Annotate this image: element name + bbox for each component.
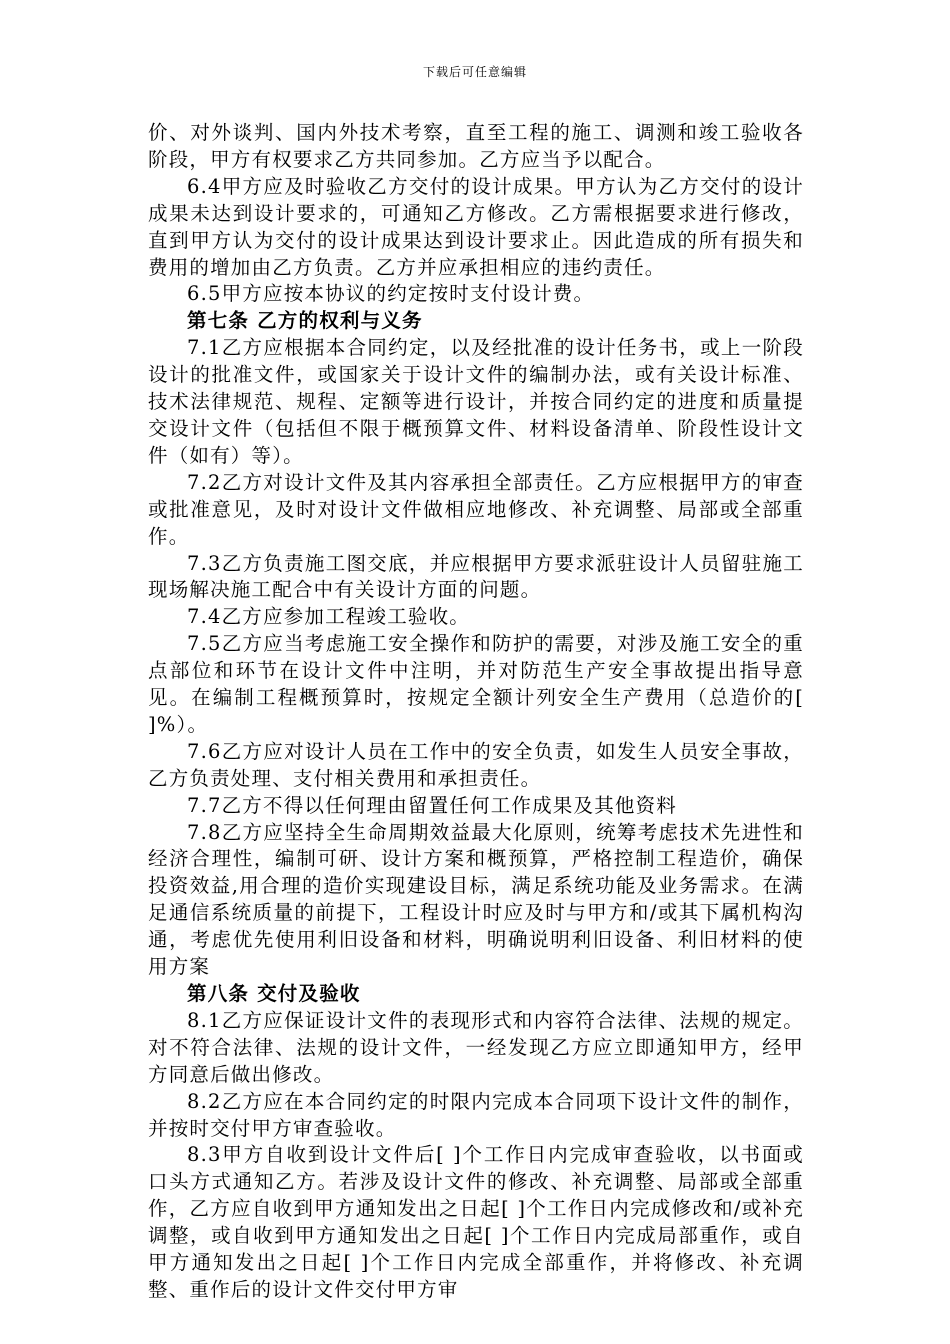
clause-6-5: 6.5甲方应按本协议的约定按时支付设计费。	[187, 282, 595, 306]
clause-8-1: 8.1乙方应保证设计文件的表现形式和内容符合法律、法规的规定。对不符合法律、法规的设计文件，一经发现乙方应立即通知甲方，经甲方同意后做出修改。	[148, 1008, 804, 1086]
clause-7-6: 7.6乙方应对设计人员在工作中的安全负责，如发生人员安全事故，乙方负责处理、支付相关费用和承担责任。	[148, 739, 804, 790]
paragraph-continuation: 价、对外谈判、国内外技术考察，直至工程的施工、调测和竣工验收各阶段，甲方有权要求乙方共同参加。乙方应当予以配合。	[148, 121, 804, 171]
page-header-note: 下载后可任意编辑	[422, 65, 527, 79]
article-7-heading: 第七条 乙方的权利与义务	[187, 309, 423, 333]
clause-7-8: 7.8乙方应坚持全生命周期效益最大化原则，统筹考虑技术先进性和经济合理性，编制可研、设计方案和概预算，严格控制工程造价，确保投资效益,用合理的造价实现建设目标，满足系统功能及业务需求。在满足通信系统质量的前提下，工程设计时应及时与甲方和/或其下属机构沟通，考虑优先使用利旧设备和材料，明确说明利旧设备、利旧材料的使用方案	[148, 820, 804, 979]
clause-7-7: 7.7乙方不得以任何理由留置任何工作成果及其他资料	[187, 793, 678, 817]
clause-7-1: 7.1乙方应根据本合同约定，以及经批准的设计任务书，或上一阶段设计的批准文件，或国家关于设计文件的编制办法，或有关设计标准、技术法律规范、规程、定额等进行设计，并按合同约定的进度和质量提交设计文件（包括但不限于概预算文件、材料设备清单、阶段性设计文件（如有）等）。	[148, 336, 804, 467]
clause-7-5: 7.5乙方应当考虑施工安全操作和防护的需要，对涉及施工安全的重点部位和环节在设计文件中注明，并对防范生产安全事故提出指导意见。在编制工程概预算时，按规定全额计列安全生产费用（总造价的[ ]%）。	[148, 632, 804, 736]
clause-6-4: 6.4甲方应及时验收乙方交付的设计成果。甲方认为乙方交付的设计成果未达到设计要求的，可通知乙方修改。乙方需根据要求进行修改，直到甲方认为交付的设计成果达到设计要求止。因此造成的所有损失和费用的增加由乙方负责。乙方并应承担相应的违约责任。	[148, 174, 804, 279]
clause-8-3: 8.3甲方自收到设计文件后[ ]个工作日内完成审查验收，以书面或口头方式通知乙方。若涉及设计文件的修改、补充调整、局部或全部重作，乙方应自收到甲方通知发出之日起[ ]个工作日内完成修改和/或补充调整，或自收到甲方通知发出之日起[ ]个工作日内完成局部重作，或自甲方通知发出之日起[ ]个工作日内完成全部重作，并将修改、补充调整、重作后的设计文件交付甲方审	[148, 1143, 804, 1301]
clause-7-3: 7.3乙方负责施工图交底，并应根据甲方要求派驻设计人员留驻施工现场解决施工配合中有关设计方面的问题。	[148, 551, 804, 602]
clause-7-2: 7.2乙方对设计文件及其内容承担全部责任。乙方应根据甲方的审查或批准意见，及时对设计文件做相应地修改、补充调整、局部或全部重作。	[148, 470, 804, 548]
document-body	[148, 120, 804, 1304]
clause-8-2: 8.2乙方应在本合同约定的时限内完成本合同项下设计文件的制作，并按时交付甲方审查验收。	[148, 1089, 804, 1140]
clause-7-4: 7.4乙方应参加工程竣工验收。	[187, 605, 471, 629]
article-8-heading: 第八条 交付及验收	[187, 982, 361, 1005]
